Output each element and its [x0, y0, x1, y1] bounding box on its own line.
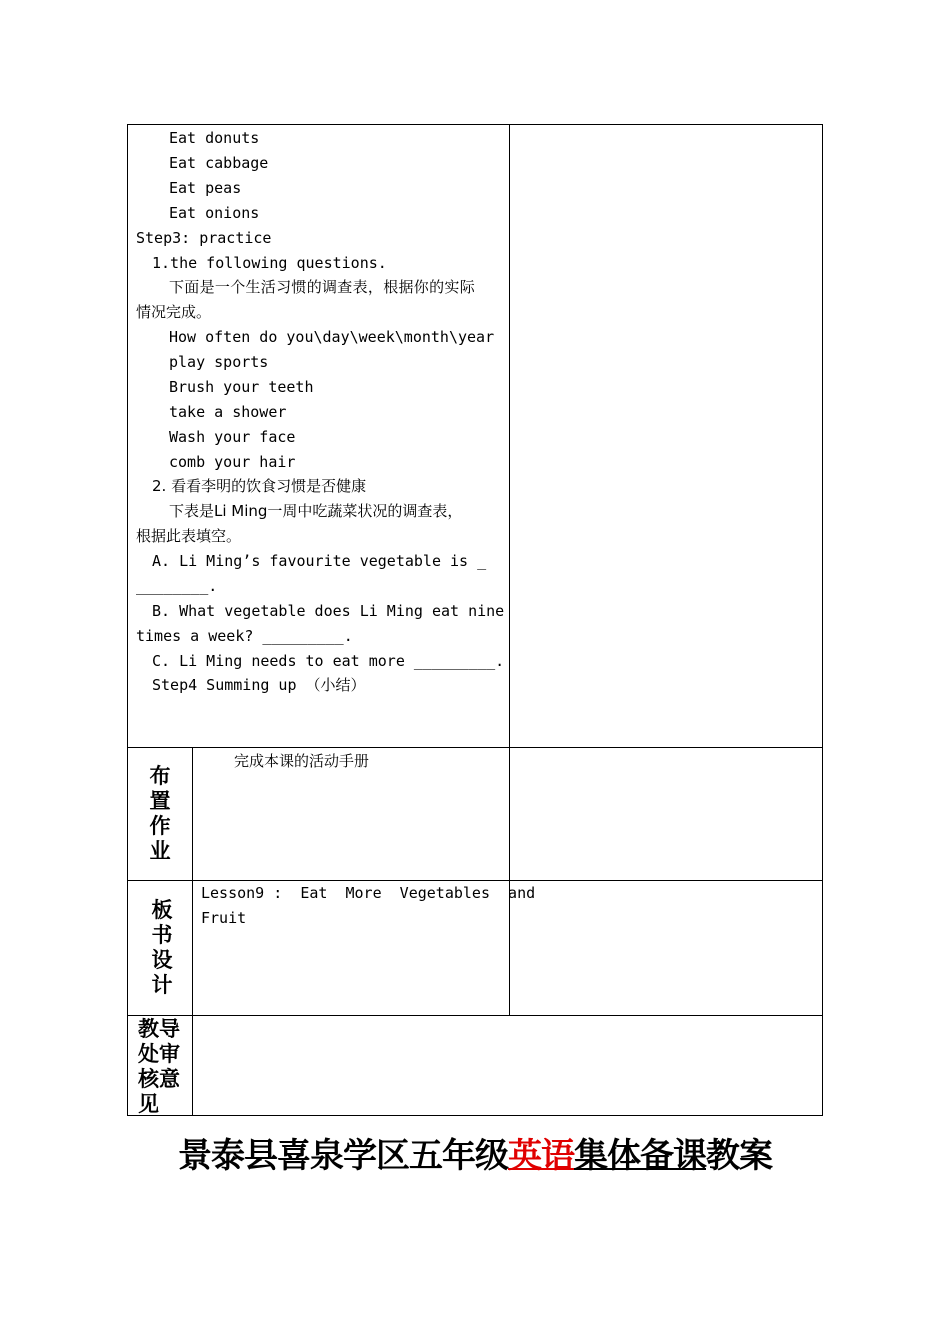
content-line: 1.the following questions. [152, 254, 387, 272]
content-line: Eat donuts [169, 129, 260, 147]
board-design-label-text: 板书设计 [151, 898, 173, 997]
content-line: Step3: practice [136, 229, 272, 247]
content-line: C. Li Ming needs to eat more _________. [152, 652, 505, 670]
content-line: times a week? _________. [136, 627, 353, 645]
title-part-1: 景泰县喜泉学区五年级 [178, 1136, 508, 1176]
document-title [0, 1134, 950, 1178]
board-design-line-2: Fruit [201, 909, 247, 927]
content-line: A. Li Ming’s favourite vegetable is _ [152, 552, 487, 570]
title-subject: 英语 [508, 1136, 574, 1176]
content-line: Step4 Summing up （小结） [152, 676, 366, 694]
board-design-label [143, 898, 181, 998]
content-line: Eat peas [169, 179, 242, 197]
content-line: Eat onions [169, 204, 260, 222]
title-underlined: 集体备课 [574, 1136, 706, 1176]
content-line: take a shower [169, 403, 287, 421]
title-end: 教案 [706, 1136, 772, 1176]
content-line: How often do you\day\week\month\year [169, 328, 495, 346]
homework-text: 完成本课的活动手册 [234, 752, 370, 770]
content-line: B. What vegetable does Li Ming eat nine [152, 602, 505, 620]
content-line: 情况完成。 [136, 303, 212, 321]
content-line: play sports [169, 353, 269, 371]
board-design-line-1: Lesson9 : Eat More Vegetables and [201, 884, 536, 902]
review-label [137, 1017, 183, 1117]
content-line: Eat cabbage [169, 154, 269, 172]
content-line: comb your hair [169, 453, 296, 471]
content-line: ________. [136, 577, 218, 595]
homework-label-text: 布置作业 [149, 764, 171, 863]
content-line: Brush your teeth [169, 378, 314, 396]
content-line: 2. 看看李明的饮食习惯是否健康 [152, 477, 367, 495]
homework-label [141, 764, 179, 864]
content-line: 下面是一个生活习惯的调查表，根据你的实际 [169, 278, 476, 296]
content-line: 下表是Li Ming一周中吃蔬菜状况的调查表， [169, 502, 463, 520]
review-label-text: 教导处审核意见 [138, 1017, 180, 1116]
content-line: 根据此表填空。 [136, 527, 242, 545]
content-line: Wash your face [169, 428, 296, 446]
